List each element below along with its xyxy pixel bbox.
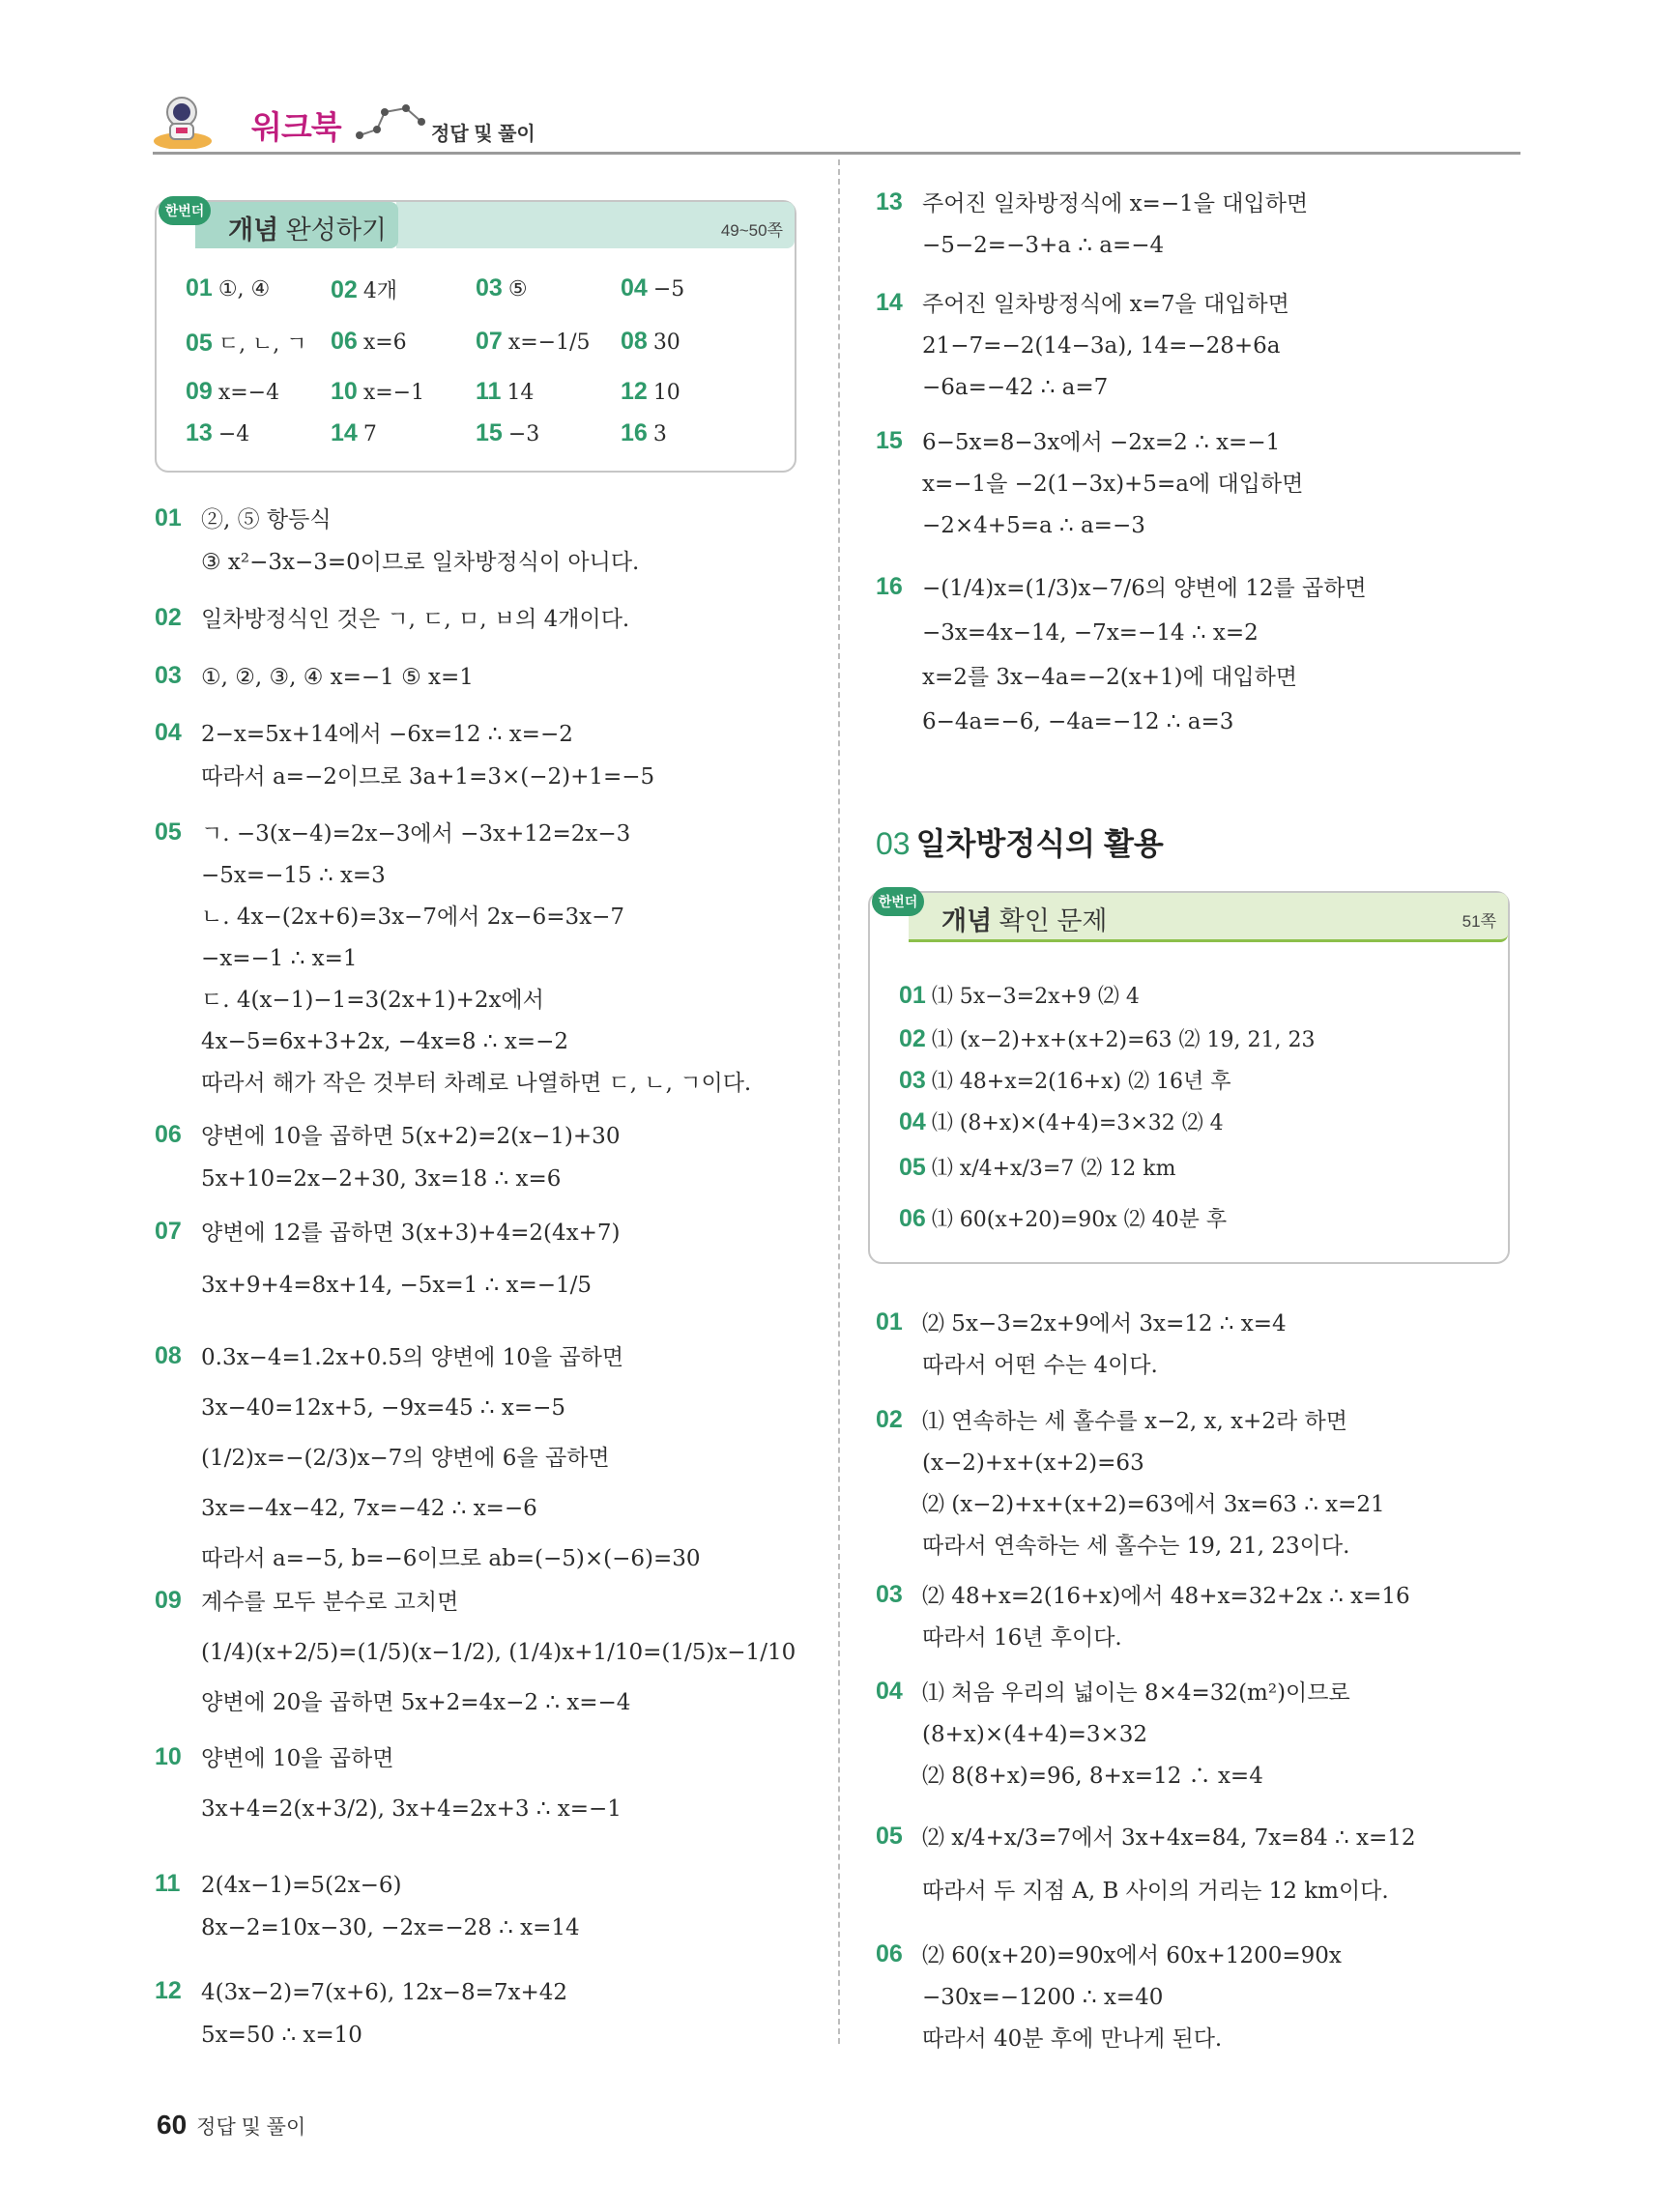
solution-number: 12 [155, 1977, 182, 2004]
answer-value: x=6 [362, 330, 407, 355]
concept-check-box [868, 891, 1510, 1264]
solution-number: 09 [155, 1587, 182, 1614]
workbook-title: 워크북 [251, 109, 341, 145]
solution-line: ㄱ. −3(x−4)=2x−3에서 −3x+12=2x−3 [201, 821, 631, 847]
solution-line: ②, ⑤ 항등식 [201, 507, 332, 532]
solution-number: 11 [155, 1870, 181, 1897]
solution-line: 따라서 연속하는 세 홀수는 19, 21, 23이다. [922, 1534, 1350, 1559]
answer-value: ⑴ 60(x+20)=90x ⑵ 40분 후 [931, 1208, 1228, 1232]
solution-number: 03 [876, 1581, 903, 1608]
solution-line: −6a=−42 ∴ a=7 [922, 375, 1109, 400]
solution-number: 05 [155, 819, 182, 846]
answer-item [331, 378, 424, 406]
solution-number: 05 [876, 1823, 903, 1850]
solution-line: 주어진 일차방정식에 x=7을 대입하면 [922, 292, 1289, 317]
solution-line: 21−7=−2(14−3a), 14=−28+6a [922, 333, 1281, 359]
solution-number: 04 [155, 719, 182, 746]
solution-number: 06 [155, 1121, 182, 1148]
solution-line: ㄴ. 4x−(2x+6)=3x−7에서 2x−6=3x−7 [201, 905, 624, 930]
answer-value: ①, ④ [217, 277, 271, 302]
solution-line: 8x−2=10x−30, −2x=−28 ∴ x=14 [201, 1915, 580, 1940]
solution-line: −(1/4)x=(1/3)x−7/6의 양변에 12를 곱하면 [922, 576, 1367, 601]
solution-line: 3x=−4x−42, 7x=−42 ∴ x=−6 [201, 1496, 537, 1521]
solution-line: 5x=50 ∴ x=10 [201, 2023, 362, 2048]
box-title [228, 209, 387, 246]
answer-item [621, 419, 667, 447]
solution-number: 04 [876, 1678, 903, 1705]
answer-value: −3 [507, 422, 540, 446]
answer-number: 05 [899, 1154, 926, 1181]
solution-line: −5x=−15 ∴ x=3 [201, 863, 386, 888]
solution-line: 따라서 16년 후이다. [922, 1625, 1122, 1651]
answer-value: ⑴ (x−2)+x+(x+2)=63 ⑵ 19, 21, 23 [931, 1028, 1316, 1052]
solution-number: 14 [876, 289, 903, 316]
answer-item [621, 378, 680, 406]
solution-line: (1/2)x=−(2/3)x−7의 양변에 6을 곱하면 [201, 1446, 610, 1471]
solution-line: 일차방정식인 것은 ㄱ, ㄷ, ㅁ, ㅂ의 4개이다. [201, 607, 630, 632]
solution-number: 06 [876, 1940, 903, 1968]
solution-line: 2−x=5x+14에서 −6x=12 ∴ x=−2 [201, 722, 573, 747]
answer-number: 09 [186, 378, 213, 405]
answer-item [476, 378, 534, 406]
solution-number: 08 [155, 1342, 182, 1369]
footer-label: 정답 및 풀이 [196, 2116, 306, 2139]
solution-line: −5−2=−3+a ∴ a=−4 [922, 233, 1165, 258]
answer-item [899, 1065, 1231, 1095]
header-subtitle: 정답 및 풀이 [431, 124, 536, 145]
answer-number: 11 [476, 378, 502, 405]
answer-number: 02 [899, 1025, 926, 1052]
solution-line: x=−1을 −2(1−3x)+5=a에 대입하면 [922, 472, 1304, 497]
answer-value: 7 [362, 422, 377, 446]
answer-value: 4개 [362, 279, 398, 303]
solution-number: 01 [155, 504, 182, 531]
solution-line: 따라서 해가 작은 것부터 차례로 나열하면 ㄷ, ㄴ, ㄱ이다. [201, 1071, 752, 1096]
solution-line: 0.3x−4=1.2x+0.5의 양변에 10을 곱하면 [201, 1345, 624, 1370]
solution-number: 02 [876, 1406, 903, 1433]
section-number: 03 [876, 826, 911, 861]
answer-number: 14 [331, 419, 358, 446]
section-title-text: 일차방정식의 활용 [915, 826, 1164, 861]
solution-line: 6−4a=−6, −4a=−12 ∴ a=3 [922, 709, 1234, 734]
solution-line: 따라서 두 지점 A, B 사이의 거리는 12 km이다. [922, 1879, 1389, 1904]
answer-value: −4 [217, 422, 250, 446]
solution-line: 6−5x=8−3x에서 −2x=2 ∴ x=−1 [922, 430, 1281, 455]
answer-value: x=−1/5 [507, 330, 591, 355]
solution-line: −30x=−1200 ∴ x=40 [922, 1985, 1164, 2010]
answer-value: x=−4 [217, 381, 280, 405]
answer-number: 15 [476, 419, 503, 446]
solution-number: 10 [155, 1743, 182, 1770]
solution-number: 15 [876, 427, 903, 454]
answer-value: 3 [652, 422, 667, 446]
box-title-rest: 완성하기 [278, 215, 388, 244]
page-range: 51쪽 [1462, 912, 1496, 931]
answer-item [899, 1023, 1315, 1053]
solution-line: ⑵ (x−2)+x+(x+2)=63에서 3x=63 ∴ x=21 [922, 1492, 1385, 1517]
box-title-rest: 확인 문제 [992, 906, 1108, 935]
answer-number: 04 [621, 274, 648, 302]
solution-line: ⑵ 48+x=2(16+x)에서 48+x=32+2x ∴ x=16 [922, 1584, 1410, 1609]
solution-line: 4x−5=6x+3+2x, −4x=8 ∴ x=−2 [201, 1029, 568, 1054]
solution-line: 따라서 a=−2이므로 3a+1=3×(−2)+1=−5 [201, 764, 655, 790]
solution-line: ⑵ x/4+x/3=7에서 3x+4x=84, 7x=84 ∴ x=12 [922, 1825, 1416, 1851]
answer-number: 12 [621, 378, 648, 405]
answer-number: 16 [621, 419, 648, 446]
page-range: 49~50쪽 [720, 221, 783, 240]
answer-number: 04 [899, 1108, 926, 1135]
page-number: 60 [157, 2110, 188, 2140]
solution-line: 3x+4=2(x+3/2), 3x+4=2x+3 ∴ x=−1 [201, 1796, 622, 1822]
answer-item [186, 419, 249, 447]
answer-value: ⑴ 5x−3=2x+9 ⑵ 4 [931, 985, 1140, 1009]
solution-line: 계수를 모두 분수로 고치면 [201, 1590, 459, 1615]
solution-line: 양변에 10을 곱하면 5(x+2)=2(x−1)+30 [201, 1124, 621, 1149]
solution-line: ⑵ 60(x+20)=90x에서 60x+1200=90x [922, 1943, 1342, 1968]
answer-item [899, 1152, 1175, 1182]
answer-value: 14 [507, 381, 535, 405]
answer-item [899, 1106, 1224, 1136]
answer-value: ⑴ 48+x=2(16+x) ⑵ 16년 후 [931, 1070, 1231, 1094]
answer-number: 01 [899, 982, 926, 1009]
answer-item [331, 419, 377, 447]
answer-item [186, 378, 279, 406]
solution-line: (8+x)×(4+4)=3×32 [922, 1722, 1148, 1747]
solution-line: (x−2)+x+(x+2)=63 [922, 1451, 1144, 1476]
solution-number: 16 [876, 573, 903, 600]
answer-value: 30 [652, 330, 680, 355]
solution-number: 03 [155, 662, 182, 689]
solution-number: 07 [155, 1218, 182, 1245]
solution-line: ⑵ 5x−3=2x+9에서 3x=12 ∴ x=4 [922, 1311, 1287, 1336]
box-title-bold: 개념 [228, 215, 279, 244]
answer-item [899, 1203, 1227, 1233]
solution-line: ㄷ. 4(x−1)−1=3(2x+1)+2x에서 [201, 988, 544, 1013]
badge-hanbeonde: 한번더 [159, 196, 211, 225]
answer-value: ⑤ [507, 277, 528, 302]
solution-line: (1/4)(x+2/5)=(1/5)(x−1/2), (1/4)x+1/10=(1/5)x−1/10 [201, 1640, 796, 1665]
concept-complete-box [155, 200, 796, 473]
astronaut-mascot-icon [153, 89, 213, 149]
solution-line: 따라서 a=−5, b=−6이므로 ab=(−5)×(−6)=30 [201, 1546, 701, 1571]
solution-line: 양변에 12를 곱하면 3(x+3)+4=2(4x+7) [201, 1221, 621, 1246]
solution-line: ⑴ 처음 우리의 넓이는 8×4=32(m²)이므로 [922, 1681, 1350, 1706]
answer-item [186, 274, 270, 302]
answer-item [899, 980, 1140, 1010]
answer-value: 10 [652, 381, 680, 405]
answer-item [331, 328, 407, 356]
page-header [153, 85, 1520, 155]
answer-item [186, 328, 307, 358]
solution-line: 따라서 어떤 수는 4이다. [922, 1353, 1158, 1378]
answer-number: 10 [331, 378, 358, 405]
solution-line: ⑴ 연속하는 세 홀수를 x−2, x, x+2라 하면 [922, 1409, 1347, 1434]
solution-number: 02 [155, 604, 182, 631]
answer-number: 08 [621, 328, 648, 355]
answer-number: 03 [476, 274, 503, 302]
solution-line: ①, ②, ③, ④ x=−1 ⑤ x=1 [201, 665, 474, 690]
solution-line: 4(3x−2)=7(x+6), 12x−8=7x+42 [201, 1980, 567, 2005]
answer-item [476, 419, 539, 447]
answer-item [621, 274, 684, 302]
solution-line: 주어진 일차방정식에 x=−1을 대입하면 [922, 191, 1309, 216]
answer-value: ⑴ x/4+x/3=7 ⑵ 12 km [931, 1157, 1176, 1181]
header-rule [153, 152, 1520, 155]
solution-line: ⑵ 8(8+x)=96, 8+x=12 ∴ x=4 [922, 1764, 1263, 1789]
solution-line: 양변에 10을 곱하면 [201, 1746, 394, 1771]
answer-number: 07 [476, 328, 503, 355]
solution-line: ③ x²−3x−3=0이므로 일차방정식이 아니다. [201, 550, 640, 575]
answer-number: 02 [331, 276, 358, 303]
answer-item [621, 328, 680, 356]
answer-number: 03 [899, 1067, 926, 1094]
answer-number: 06 [331, 328, 358, 355]
solution-line: −2×4+5=a ∴ a=−3 [922, 513, 1145, 538]
constellation-icon [356, 101, 425, 143]
solution-line: 2(4x−1)=5(2x−6) [201, 1873, 402, 1898]
solution-line: −x=−1 ∴ x=1 [201, 946, 358, 971]
solution-number: 01 [876, 1308, 903, 1336]
answer-value: ⑴ (8+x)×(4+4)=3×32 ⑵ 4 [931, 1111, 1224, 1135]
answer-number: 01 [186, 274, 213, 302]
solution-line: 따라서 40분 후에 만나게 된다. [922, 2026, 1223, 2052]
solution-line: x=2를 3x−4a=−2(x+1)에 대입하면 [922, 665, 1298, 690]
box-title [941, 900, 1108, 937]
solution-line: 5x+10=2x−2+30, 3x=18 ∴ x=6 [201, 1166, 562, 1192]
box-title-bold: 개념 [941, 906, 993, 935]
section-title [876, 819, 1164, 864]
answer-value: −5 [652, 277, 685, 302]
answer-value: x=−1 [362, 381, 425, 405]
solution-line: 3x+9+4=8x+14, −5x=1 ∴ x=−1/5 [201, 1273, 593, 1298]
page-footer [157, 2110, 305, 2140]
answer-number: 05 [186, 330, 213, 357]
answer-item [476, 328, 591, 356]
answer-item [331, 274, 397, 304]
column-divider [838, 159, 840, 2044]
answer-number: 13 [186, 419, 213, 446]
solution-line: 3x−40=12x+5, −9x=45 ∴ x=−5 [201, 1395, 565, 1421]
solution-number: 13 [876, 188, 903, 215]
answer-value: ㄷ, ㄴ, ㄱ [217, 332, 307, 357]
answer-number: 06 [899, 1205, 926, 1232]
solution-line: 양변에 20을 곱하면 5x+2=4x−2 ∴ x=−4 [201, 1690, 631, 1715]
answer-item [476, 274, 528, 302]
solution-line: −3x=4x−14, −7x=−14 ∴ x=2 [922, 620, 1259, 646]
badge-hanbeonde: 한번더 [872, 887, 924, 916]
